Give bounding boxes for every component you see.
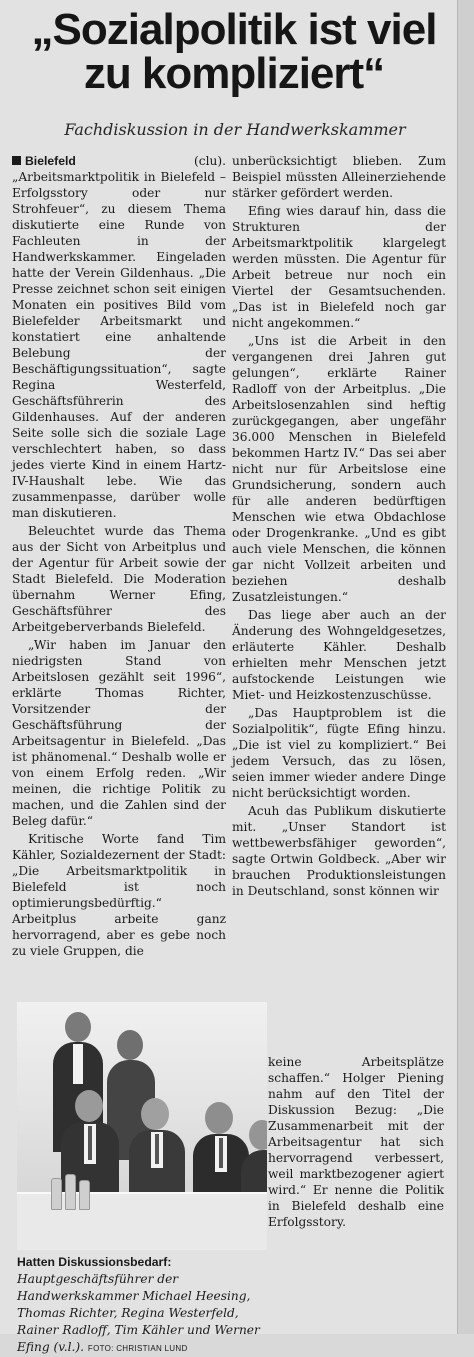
left-paragraph: Beleuchtet wurde das Thema aus der Sicht von Arbeitplus und der Agentur für Arbeit sowie der Stadt Bielefeld. Die Moderation übernahm Werner Efing, Geschäftsführer des Arbeitgeberverbands Bielefeld. — [12, 524, 226, 634]
bottle — [51, 1178, 62, 1210]
caption-text: Hauptgeschäftsführer der Handwerkskammer Michael Heesing, Thomas Richter, Regina Westerfeld, Rainer Radloff, Tim Kähler und Werner Efing (v.l.). — [17, 1272, 260, 1354]
left-paragraph: Kritische Worte fand Tim Kähler, Sozialdezernent der Stadt: „Die Arbeitsmarktpolitik in Bielefeld ist noch optimierungsbedürftig.“ Arbeitplus arbeite ganz hervorragend, aber es gebe noch zu viele Gruppen, die — [12, 832, 226, 958]
dateline-source: (clu). — [194, 154, 226, 168]
page-edge — [457, 0, 474, 1334]
subheadline: Fachdiskussion in der Handwerkskammer — [64, 120, 406, 139]
left-paragraph: „Wir haben im Januar den niedrigsten Stand von Arbeitslosen gezählt seit 1996“, erklärte Thomas Richter, Vorsitzender der Geschäftsführung der Arbeitsagentur in Bielefeld. „Das ist phänomenal.“ Deshalb wolle er von einem Erfolg reden. „Wir meinen, die richtige Politik zu machen, und die Zahlen sind der Beleg dafür.“ — [12, 638, 226, 828]
headline: „Sozialpolitik ist viel zu kompliziert“ — [31, 5, 437, 98]
bottle — [79, 1180, 90, 1210]
left-column — [12, 153, 226, 961]
right-paragraph: unberücksichtigt blieben. Zum Beispiel müssten Alleinerziehende stärker gefördert werden. — [232, 154, 446, 200]
left-paragraph — [12, 153, 226, 521]
bottle — [65, 1174, 76, 1210]
caption-lead: Hatten Diskussionsbedarf: — [17, 1255, 172, 1269]
right-paragraph: „Uns ist die Arbeit in den vergangenen drei Jahren gut gelungen“, erklärte Rainer Radloff von der Arbeitplus. „Die Arbeitslosenzahlen sind heftig zurückgegangen, aber ungefähr 36.000 Menschen in Bielefeld bekommen Hartz IV.“ Das sei aber nicht nur für Arbeitslose eine Grundsicherung, sondern auch für alle anderen bedürftigen Menschen wie etwa Obdachlose oder Drogenkranke. „Und es gibt auch viele Menschen, die können gar nicht Vollzeit arbeiten und beziehen deshalb Zusatzleistungen.“ — [232, 334, 446, 604]
left-paragraph-text: „Arbeitsmarktpolitik in Bielefeld – Erfolgsstory oder nur Strohfeuer“, zu diesem Thema diskutierte eine Runde von Fachleuten in der Handwerkskammer. Eingeladen hatte der Verein Gildenhaus. „Die Presse zeichnet schon seit einigen Monaten ein positives Bild vom Bielefelder Arbeitsmarkt und konstatiert eine anhaltende Belebung der Beschäftigungssituation“, sagte Regina Westerfeld, Geschäftsführerin des Gildenhauses. Auf der anderen Seite solle sich die soziale Lage verschlechtert haben, so dass jedes vierte Kind in einem Hartz-IV-Haushalt lebe. Wie das zusammenpasse, darüber wolle man diskutieren. — [12, 170, 226, 520]
right-paragraph: Acuh das Publikum diskutierte mit. „Unser Standort ist wettbewerbsfähiger geworden“, sagte Ortwin Goldbeck. „Aber wir brauchen Produktionsleistungen in Deutschland, sonst können wir — [232, 804, 446, 898]
right-column — [232, 153, 446, 901]
photo-credit: FOTO: CHRISTIAN LUND — [87, 1344, 188, 1353]
dateline-city: Bielefeld — [25, 154, 76, 168]
panel-photo — [17, 1002, 267, 1250]
right-paragraph: Das liege aber auch an der Änderung des Wohngeldgesetzes, erläuterte Kähler. Deshalb erhielten mehr Menschen jetzt aufstockende Leistungen wie Miet- und Heizkostenzuschüsse. — [232, 608, 446, 702]
right-paragraph: Efing wies darauf hin, dass die Strukturen der Arbeitsmarktpolitik klargelegt werden müssten. Die Agentur für Arbeit betreue nur noch ein Viertel der Gesamtsuchenden. „Das ist in Bielefeld noch gar nicht angekommen.“ — [232, 204, 446, 330]
photo-caption — [17, 1254, 267, 1357]
narrow-column: keine Arbeitsplätze schaffen.“ Holger Piening nahm auf den Titel der Diskussion Bezug: „Die Zusammenarbeit mit der Arbeitsagentur hat sich hervorragend verbessert, weil marktbezogener agiert wird.“ Er nenne die Politik in Bielefeld deshalb eine Erfolgsstory. — [268, 1055, 444, 1229]
right-paragraph: „Das Hauptproblem ist die Sozialpolitik“, fügte Efing hinzu. „Die ist viel zu kompliziert.“ Bei jedem Versuch, das zu lösen, seien immer wieder andere Dinge nicht berücksichtigt worden. — [232, 706, 446, 800]
dateline-marker-icon — [12, 156, 21, 165]
